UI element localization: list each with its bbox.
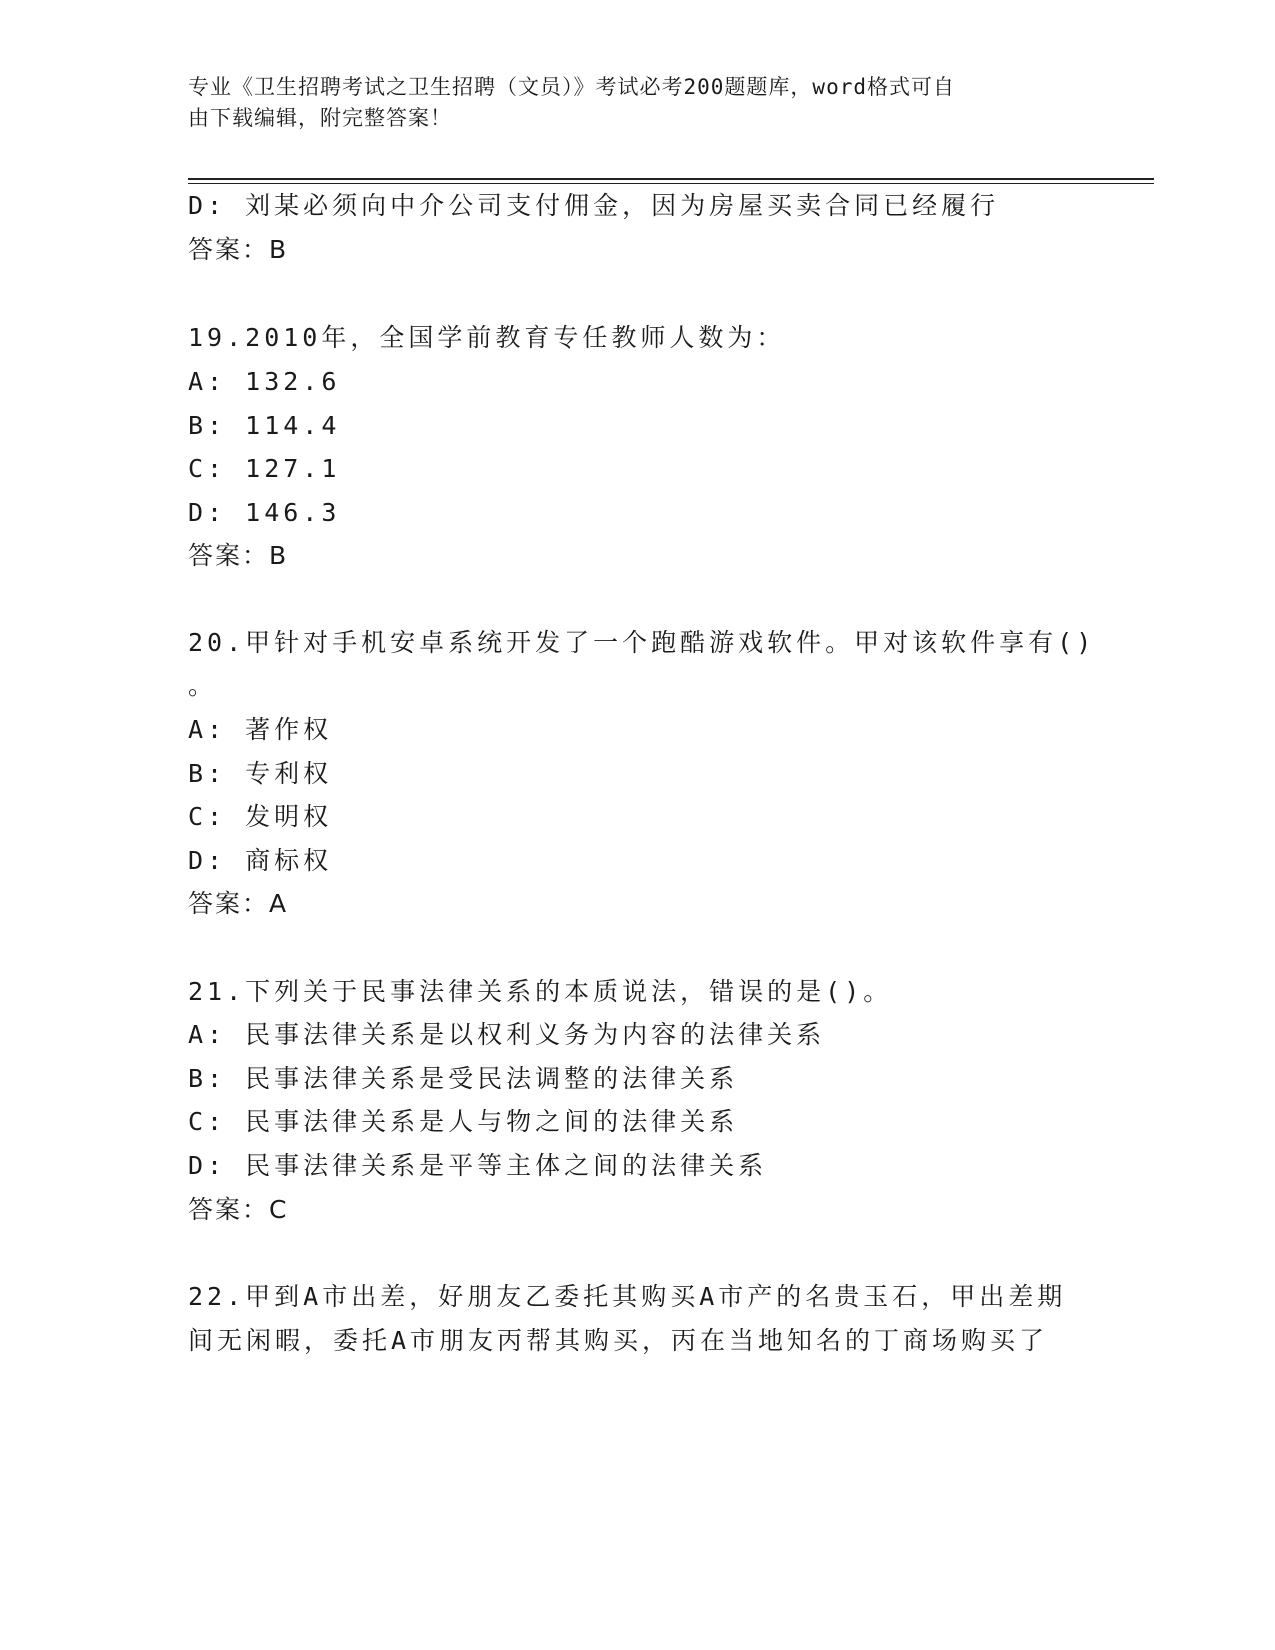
q21-answer: 答案：C (188, 1195, 289, 1224)
q20-stem-continuation: 。 (188, 671, 218, 700)
q19-stem: 19.2010年，全国学前教育专任教师人数为： (188, 323, 786, 352)
q20-stem: 20.甲针对手机安卓系统开发了一个跑酷游戏软件。甲对该软件享有() (188, 628, 1096, 657)
q21-stem: 21.下列关于民事法律关系的本质说法，错误的是()。 (188, 977, 893, 1006)
prev-option-d: D: 刘某必须向中介公司支付佣金，因为房屋买卖合同已经履行 (188, 191, 1000, 220)
q19-option-b: B: 114.4 (188, 411, 341, 440)
q22-stem-line-1: 22.甲到A市出差，好朋友乙委托其购买A市产的名贵玉石，甲出差期 (188, 1282, 1067, 1311)
q22-stem-line-2: 间无闲暇，委托A市朋友丙帮其购买，丙在当地知名的丁商场购买了 (188, 1326, 1049, 1355)
q19-answer: 答案：B (188, 541, 289, 570)
header-line-1: 专业《卫生招聘考试之卫生招聘（文员）》考试必考200题题库，word格式可自 (188, 75, 955, 99)
q21-option-c: C: 民事法律关系是人与物之间的法律关系 (188, 1107, 739, 1136)
prev-answer: 答案：B (188, 235, 289, 264)
header-divider-thick (188, 178, 1154, 180)
q19-option-c: C: 127.1 (188, 454, 341, 483)
header-divider-thin (188, 183, 1154, 184)
q19-option-a: A: 132.6 (188, 367, 341, 396)
q20-option-b: B: 专利权 (188, 759, 333, 788)
q20-option-a: A: 著作权 (188, 715, 333, 744)
q19-option-d: D: 146.3 (188, 498, 341, 527)
q20-option-c: C: 发明权 (188, 802, 333, 831)
q21-option-b: B: 民事法律关系是受民法调整的法律关系 (188, 1064, 739, 1093)
q20-answer: 答案：A (188, 889, 289, 918)
q21-option-d: D: 民事法律关系是平等主体之间的法律关系 (188, 1151, 768, 1180)
q21-option-a: A: 民事法律关系是以权利义务为内容的法律关系 (188, 1020, 826, 1049)
q20-option-d: D: 商标权 (188, 846, 333, 875)
document-header (188, 72, 1088, 134)
header-line-2: 由下载编辑，附完整答案！ (188, 106, 452, 130)
